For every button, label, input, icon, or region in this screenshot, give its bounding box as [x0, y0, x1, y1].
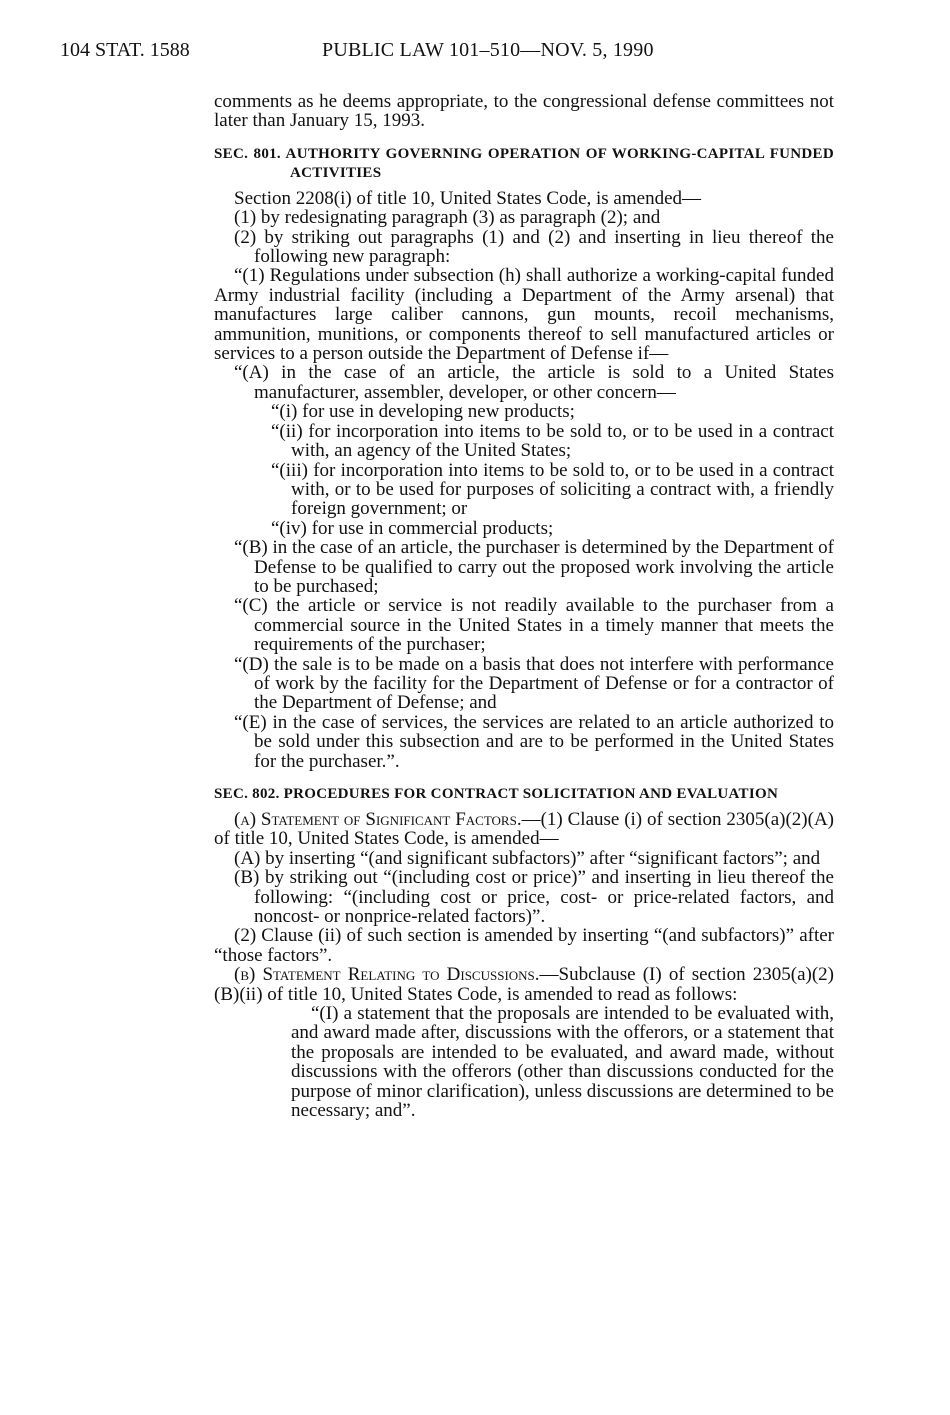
sec802-a-caption: (a) Statement of Significant Factors.	[234, 809, 522, 830]
sec802-a2: (2) Clause (ii) of such section is amended by inserting “(and subfactors)” after “those factors”.	[214, 925, 834, 966]
sec801-p1: Section 2208(i) of title 10, United States Code, is amended—	[234, 187, 702, 209]
sec801-qC: “(C) the article or service is not readily available to the purchaser from a commercial source in the United States in a timely manner that meets the requirements of the purchaser;	[234, 595, 834, 656]
sec802-b-text: —Subclause (I) of section 2305(a)(2)(B)(ii) of title 10, United States Code, is amended to read as follows:	[214, 964, 834, 1005]
intro-paragraph: comments as he deems appropriate, to the congressional defense committees not later than January 15, 1993.	[214, 91, 834, 132]
sec802-aA: (A) by inserting “(and significant subfactors)” after “significant factors”; and	[234, 847, 821, 869]
sec801-qB: “(B) in the case of an article, the purchaser is determined by the Department of Defense to be qualified to carry out the proposed work involving the article to be purchased;	[234, 537, 834, 597]
sec801-qE: “(E) in the case of services, the services are related to an article authorized to be sold under this subsection and are to be performed in the United States for the purchaser.”.	[234, 711, 834, 772]
sec801-qAiv: “(iv) for use in commercial products;	[271, 517, 554, 539]
document-body	[214, 92, 834, 1121]
section-801-heading: SEC. 801. AUTHORITY GOVERNING OPERATION OF WORKING-CAPITAL FUNDED ACTIVITIES	[214, 145, 834, 181]
sec801-qA: “(A) in the case of an article, the article is sold to a United States manufacturer, assembler, developer, or other concern—	[234, 362, 834, 403]
sec801-p2: (1) by redesignating paragraph (3) as paragraph (2); and	[234, 207, 661, 229]
sec802-bI: “(I) a statement that the proposals are intended to be evaluated with, and award made after, discussions with the offerors, or a statement that the proposals are intended to be evaluated, and award made, without discussions with the offerors (other than discussions conducted for the purpose of minor clarification), unless discussions are determined to be necessary; and”.	[291, 1003, 834, 1122]
sec802-b-caption: (b) Statement Relating to Discussions.	[234, 964, 540, 986]
sec801-p3: (2) by striking out paragraphs (1) and (2) and inserting in lieu thereof the following new paragraph:	[234, 226, 834, 268]
public-law-title: PUBLIC LAW 101–510—NOV. 5, 1990	[322, 39, 654, 61]
sec802-b	[214, 965, 834, 1004]
sec801-qD: “(D) the sale is to be made on a basis that does not interfere with performance of work by the facility for the Department of Defense or for a contractor of the Department of Defense; and	[234, 653, 834, 714]
sec802-a-text: —(1) Clause (i) of section 2305(a)(2)(A) of title 10, United States Code, is amended—	[214, 809, 835, 850]
stat-page-number: 104 STAT. 1588	[60, 39, 190, 61]
running-head	[60, 30, 900, 70]
sec802-a	[214, 810, 834, 849]
sec801-qAii: “(ii) for incorporation into items to be sold to, or to be used in a contract with, an agency of the United States;	[271, 420, 834, 462]
sec801-qAiii: “(iii) for incorporation into items to be sold to, or to be used in a contract with, or to be used for purposes of soliciting a contract with, a friendly foreign government; or	[271, 459, 834, 520]
sec801-qAi: “(i) for use in developing new products;	[271, 401, 575, 423]
sec802-aB: (B) by striking out “(including cost or price)” and inserting in lieu thereof the following: “(including cost or price, cost- or price-related factors, and noncost- or nonprice-related factors)”.	[234, 867, 834, 928]
sec801-q1: “(1) Regulations under subsection (h) shall authorize a working-capital funded Army industrial facility (including a Department of the Army arsenal) that manufactures large caliber cannons, gun mounts, recoil mechanisms, ammunition, munitions, or components thereof to sell manufactured articles or services to a person outside the Department of Defense if—	[214, 265, 834, 365]
section-802-heading: SEC. 802. PROCEDURES FOR CONTRACT SOLICITATION AND EVALUATION	[214, 786, 779, 802]
